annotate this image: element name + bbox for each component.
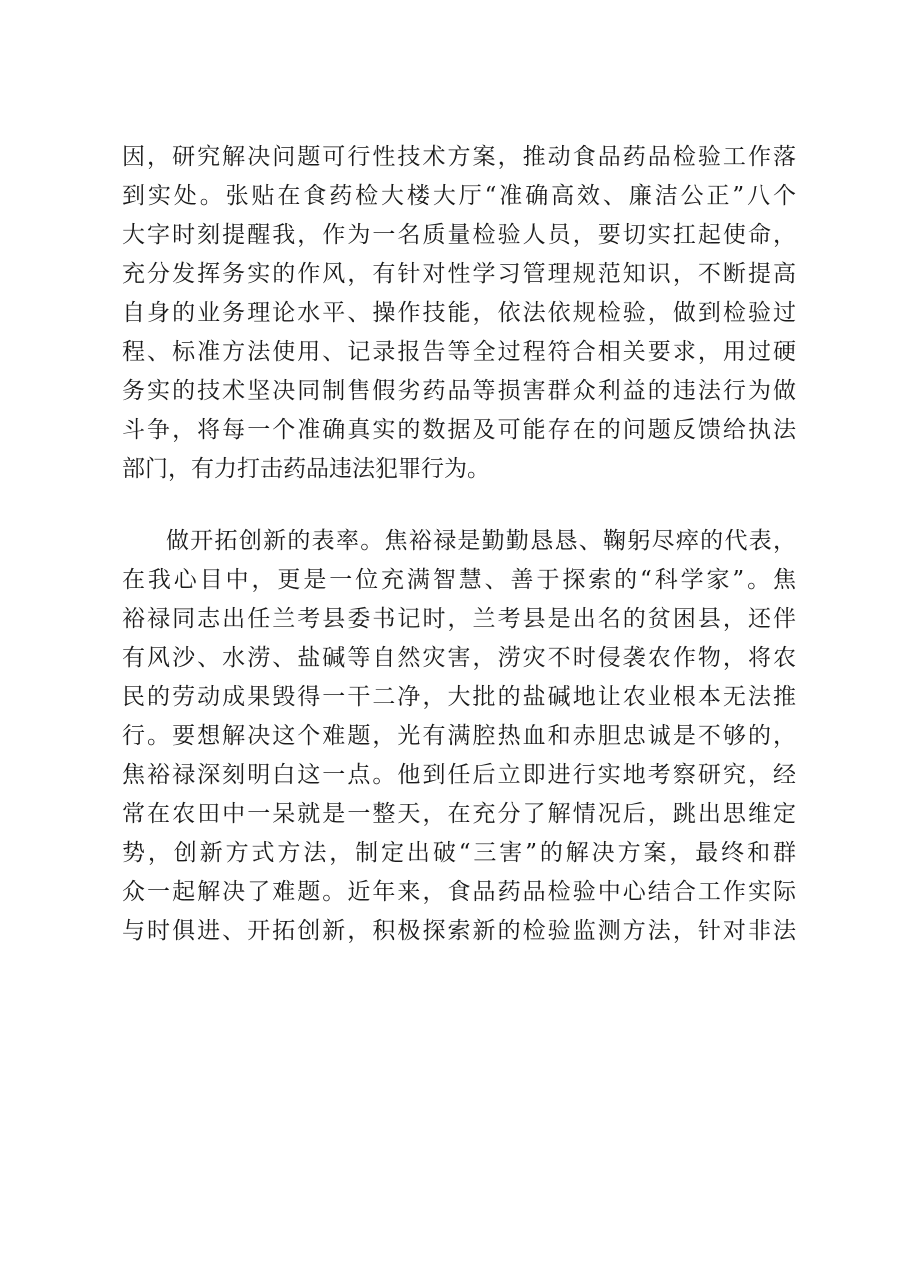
text-line: 势，创新方式方法，制定出破“三害”的解决方案，最终和群 <box>122 840 796 866</box>
document-body <box>122 138 796 951</box>
text-line: 因，研究解决问题可行性技术方案，推动食品药品检验工作落 <box>122 144 796 170</box>
text-line: 裕禄同志出任兰考县委书记时，兰考县是出名的贫困县，还伴 <box>122 606 796 632</box>
text-line: 部门，有力打击药品违法犯罪行为。 <box>122 456 490 482</box>
text-line: 行。要想解决这个难题，光有满腔热血和赤胆忠诚是不够的， <box>122 723 796 749</box>
text-line: 斗争，将每一个准确真实的数据及可能存在的问题反馈给执法 <box>122 417 796 443</box>
paragraph-1 <box>122 138 796 489</box>
text-line: 做开拓创新的表率。焦裕禄是勤勤恳恳、鞠躬尽瘁的代表， <box>166 528 796 554</box>
text-line: 焦裕禄深刻明白这一点。他到任后立即进行实地考察研究，经 <box>122 762 796 788</box>
text-line: 民的劳动成果毁得一干二净，大批的盐碱地让农业根本无法推 <box>122 684 796 710</box>
paragraph-spacer <box>122 489 796 522</box>
text-line: 充分发挥务实的作风，有针对性学习管理规范知识，不断提高 <box>122 261 796 287</box>
text-line: 务实的技术坚决同制售假劣药品等损害群众利益的违法行为做 <box>122 378 796 404</box>
text-line: 到实处。张贴在食药检大楼大厅“准确高效、廉洁公正”八个 <box>122 183 796 209</box>
paragraph-2 <box>122 522 796 951</box>
text-line: 自身的业务理论水平、操作技能，依法依规检验，做到检验过 <box>122 300 796 326</box>
text-line: 在我心目中，更是一位充满智慧、善于探索的“科学家”。焦 <box>122 567 796 593</box>
text-line: 有风沙、水涝、盐碱等自然灾害，涝灾不时侵袭农作物，将农 <box>122 645 796 671</box>
text-line: 程、标准方法使用、记录报告等全过程符合相关要求，用过硬 <box>122 339 796 365</box>
text-line: 与时俱进、开拓创新，积极探索新的检验监测方法，针对非法 <box>122 918 796 944</box>
text-line: 大字时刻提醒我，作为一名质量检验人员，要切实扛起使命， <box>122 222 796 248</box>
text-line: 众一起解决了难题。近年来，食品药品检验中心结合工作实际 <box>122 879 796 905</box>
text-line: 常在农田中一呆就是一整天，在充分了解情况后，跳出思维定 <box>122 801 796 827</box>
